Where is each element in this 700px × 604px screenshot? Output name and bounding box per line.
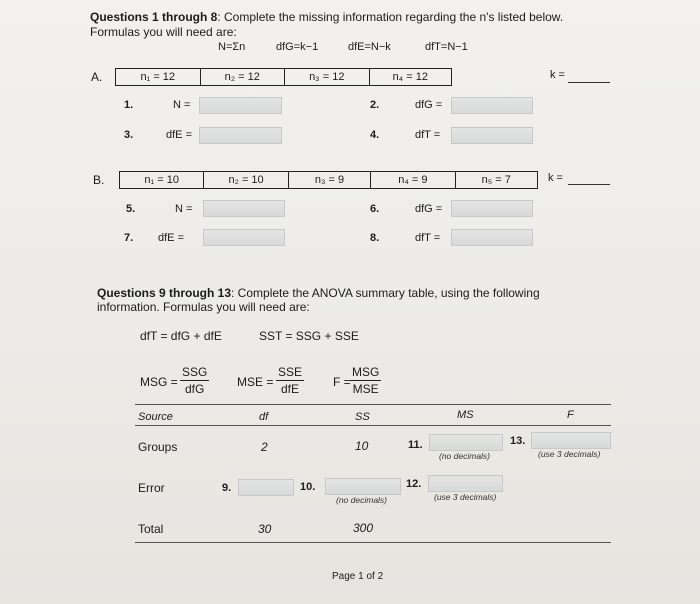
q6-label: dfG =: [415, 203, 443, 215]
q9-13-heading-bold: Questions 9 through 13: [97, 286, 232, 300]
q13-note: (use 3 decimals): [538, 449, 601, 459]
part-b-sample-sizes: [119, 171, 538, 189]
anova-total-ss: 300: [353, 521, 374, 535]
formula-f-fraction: [350, 365, 381, 396]
q5-number: 5.: [126, 203, 136, 215]
q7-label: dfE =: [158, 232, 184, 244]
q10-answer-box[interactable]: [325, 478, 401, 495]
anova-top-rule: [135, 404, 611, 405]
q3-label: dfE =: [166, 129, 192, 141]
q9-13-heading: [97, 286, 540, 300]
q5-answer-box[interactable]: [203, 200, 285, 217]
formula-dfe: dfE=N−k: [348, 41, 391, 53]
q8-label: dfT =: [415, 232, 441, 244]
part-a-label: A.: [91, 70, 103, 84]
anova-total-df: 30: [258, 522, 272, 536]
anova-groups-ss: 10: [355, 439, 369, 453]
q1-8-formulas-intro: Formulas you will need are:: [90, 25, 237, 39]
part-b-n4: n₄ = 9: [371, 172, 455, 188]
formula-msg-lhs: MSG =: [140, 375, 178, 389]
q1-8-heading: [90, 10, 563, 24]
q7-answer-box[interactable]: [203, 229, 285, 246]
part-a-n2: n₂ = 12: [201, 69, 286, 85]
q4-number: 4.: [370, 129, 380, 141]
q13-number: 13.: [510, 435, 526, 447]
q10-note: (no decimals): [336, 495, 388, 505]
q8-number: 8.: [370, 232, 380, 244]
q11-answer-box[interactable]: [429, 434, 503, 451]
q4-label: dfT =: [415, 129, 441, 141]
part-a-n4: n₄ = 12: [392, 71, 428, 83]
q2-number: 2.: [370, 99, 380, 111]
formula-f-numerator: MSG: [352, 365, 380, 379]
anova-header-rule: [135, 425, 611, 426]
anova-header-ss: SS: [355, 411, 370, 423]
q1-number: 1.: [124, 99, 134, 111]
part-b-k-blank[interactable]: [568, 184, 610, 185]
anova-header-source: Source: [138, 411, 173, 423]
anova-total-source: Total: [138, 522, 164, 536]
formula-dft: dfT=N−1: [425, 41, 468, 53]
q3-number: 3.: [124, 129, 134, 141]
anova-groups-source: Groups: [138, 440, 178, 454]
q12-number: 12.: [406, 478, 422, 490]
q9-13-formulas-intro: information. Formulas you will need are:: [97, 300, 310, 314]
anova-header-ms: MS: [457, 409, 474, 421]
anova-bottom-rule: [135, 542, 611, 543]
part-b-n2: n₂ = 10: [204, 172, 288, 188]
q9-answer-box[interactable]: [238, 479, 294, 496]
part-a-n1: n₁ = 12: [116, 69, 201, 85]
q9-number: 9.: [222, 482, 232, 494]
q12-note: (use 3 decimals): [434, 492, 497, 502]
formula-mse-lhs: MSE =: [237, 375, 274, 389]
q7-number: 7.: [124, 232, 134, 244]
q13-answer-box[interactable]: [531, 432, 611, 449]
anova-header-df: df: [259, 411, 269, 423]
q1-answer-box[interactable]: [199, 97, 282, 114]
formula-msg-fraction: [180, 365, 209, 396]
q10-number: 10.: [300, 481, 316, 493]
q9-13-heading-text: : Complete the ANOVA summary table, using the following: [231, 286, 540, 300]
q5-label: N =: [175, 203, 193, 215]
formula-n: N=Σn: [218, 41, 246, 53]
part-b-n1: n₁ = 10: [120, 172, 204, 188]
q11-note: (no decimals): [439, 451, 491, 461]
part-b-k-label: k =: [548, 172, 563, 184]
formula-sst-sum: SST = SSG + SSE: [259, 329, 359, 343]
formula-msg-numerator: SSG: [182, 365, 208, 379]
part-a-sample-sizes: [115, 68, 452, 86]
anova-header-f: F: [567, 409, 574, 421]
formula-mse-denominator: dfE: [281, 382, 300, 396]
q2-answer-box[interactable]: [451, 97, 533, 114]
formula-mse-numerator: SSE: [278, 365, 303, 379]
q12-answer-box[interactable]: [428, 475, 503, 492]
anova-error-source: Error: [138, 481, 165, 495]
anova-groups-df: 2: [261, 440, 268, 454]
q1-8-heading-text: : Complete the missing information regarding the n's listed below.: [217, 10, 564, 24]
q1-label: N =: [173, 99, 191, 111]
formula-dft-sum: dfT = dfG + dfE: [140, 329, 222, 343]
q1-8-heading-bold: Questions 1 through 8: [90, 10, 218, 24]
formula-f-lhs: F =: [333, 375, 351, 389]
part-b-n5: n₅ = 7: [481, 174, 511, 186]
q3-answer-box[interactable]: [199, 127, 282, 144]
q6-number: 6.: [370, 203, 380, 215]
part-a-k-label: k =: [550, 69, 565, 81]
q6-answer-box[interactable]: [451, 200, 533, 217]
q11-number: 11.: [408, 439, 423, 451]
q8-answer-box[interactable]: [451, 229, 533, 246]
page-number: Page 1 of 2: [332, 571, 384, 582]
q4-answer-box[interactable]: [451, 127, 533, 144]
formula-msg-denominator: dfG: [185, 382, 205, 396]
part-a-k-blank[interactable]: [568, 82, 610, 83]
part-a-n3: n₃ = 12: [285, 69, 370, 85]
part-b-n3: n₃ = 9: [289, 172, 371, 188]
formula-dfg: dfG=k−1: [276, 41, 319, 53]
q2-label: dfG =: [415, 99, 443, 111]
formula-f-denominator: MSE: [352, 382, 379, 396]
part-b-label: B.: [93, 173, 105, 187]
formula-mse-fraction: [276, 365, 304, 396]
